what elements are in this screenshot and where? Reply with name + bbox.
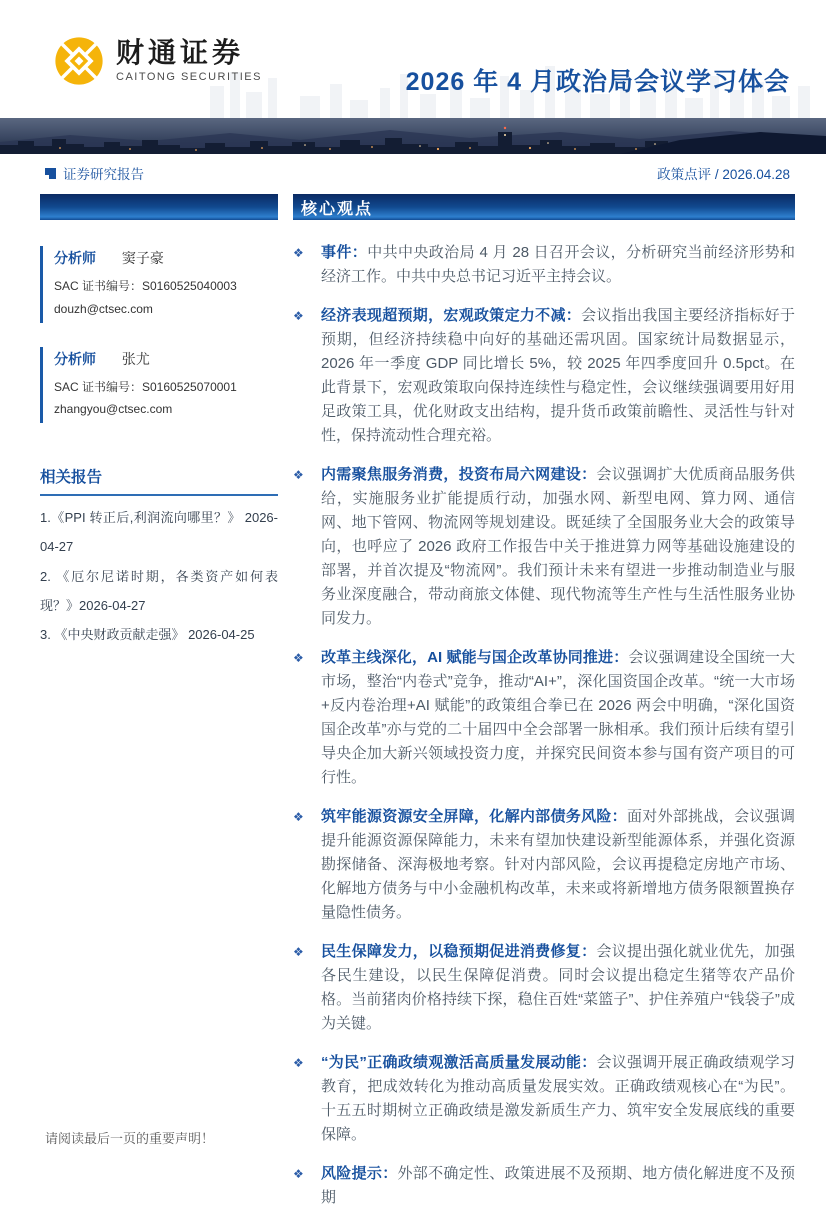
company-logo	[52, 34, 262, 88]
bullet-lead: 风险提示：	[321, 1165, 398, 1182]
bullet-text	[321, 646, 795, 790]
bullet-text	[321, 304, 795, 448]
category-and-date: 政策点评 / 2026.04.28	[657, 167, 790, 182]
bullet-text	[321, 241, 795, 289]
related-report-link[interactable]: 1.《PPI 转正后,利润流向哪里？》 2026-04-27	[40, 510, 278, 555]
bullet-text	[321, 1162, 795, 1210]
bullet-body: 会议提出强化就业优先，加强各民生建设，以民生保障促消费。同时会议提出稳定生猪等农产品价格。当前猪肉价格持续下探，稳住百姓“菜篮子”、护住养殖户“钱袋子”成为关键。	[321, 943, 795, 1032]
logo-name-en: CAITONG SECURITIES	[116, 70, 262, 83]
analyst-role-label: 分析师	[54, 350, 96, 367]
analyst-role-label: 分析师	[54, 250, 96, 266]
footer-disclaimer: 请阅读最后一页的重要声明！	[45, 1131, 215, 1146]
bullet-text	[321, 463, 795, 631]
bullet-lead: 事件：	[321, 244, 368, 261]
report-title: 2026 年 4 月政治局会议学习体会	[405, 68, 790, 96]
bullet-item	[293, 1162, 795, 1210]
bullet-body: 面对外部挑战，会议强调提升能源资源保障能力，未来有望加快建设新型能源体系，并强化资源勘探储备、深海极地考察。针对内部风险，会议再提稳定房地产市场、化解地方债务与中小金融机构改革，未来或将新增地方债务限额置换存量隐性债务。	[321, 808, 795, 921]
report-type	[45, 163, 144, 183]
analyst-title-row	[54, 349, 278, 369]
analyst-sac-number: SAC 证书编号：S0160525070001	[54, 379, 237, 394]
sidebar	[40, 194, 278, 649]
bullet-item	[293, 940, 795, 1036]
header	[0, 0, 826, 118]
content-columns	[0, 194, 826, 1210]
bullet-item	[293, 241, 795, 289]
bullet-body: 会议指出我国主要经济指标好于预期，但经济持续稳中向好的基础还需巩固。国家统计局数据显示，2026 年一季度 GDP 同比增长 5%，较 2025 年四季度回升 0.5pct。在此背景下，宏观政策取向保持连续性与稳定性，会议继续强调要用好用足政策工具，优化财政支出结构，提升货币政策前瞻性、灵活性与针对性，保持流动性合理充裕。	[321, 307, 795, 444]
bullet-body: 外部不确定性、政策进展不及预期、地方债化解进度不及预期	[321, 1165, 795, 1206]
meta-row	[0, 154, 826, 190]
bullet-lead: 内需聚焦服务消费，投资布局六网建设：	[321, 466, 597, 483]
bullet-body: 中共中央政治局 4 月 28 日召开会议，分析研究当前经济形势和经济工作。中共中央总书记习近平主持会议。	[321, 244, 795, 285]
analyst-name: 窦子豪	[121, 250, 164, 266]
diamond-bullet-icon: ❖	[293, 651, 304, 665]
analyst-block	[40, 347, 278, 424]
bullet-text	[321, 805, 795, 925]
logo-name-cn: 财通证券	[116, 38, 245, 70]
analyst-email-link[interactable]: zhangyou@ctsec.com	[54, 402, 173, 417]
bullet-item	[293, 304, 795, 448]
diamond-bullet-icon: ❖	[293, 468, 304, 482]
bullet-item	[293, 1051, 795, 1147]
analyst-email-link[interactable]: douzh@ctsec.com	[54, 301, 153, 316]
logo-text	[116, 39, 262, 82]
related-reports-section	[40, 465, 278, 649]
analyst-title-row	[54, 248, 278, 268]
section-title: 核心观点	[301, 200, 374, 218]
bullet-lead: 民生保障发力，以稳预期促进消费修复：	[321, 943, 597, 960]
bullet-text	[321, 940, 795, 1036]
analyst-block	[40, 246, 278, 323]
bullet-body: 会议强调建设全国统一大市场，整治“内卷式”竞争，推动“AI+”，深化国资国企改革。“统一大市场+反内卷治理+AI 赋能”的政策组合拳已在 2026 两会中明确，“深化国资国企改革”亦与党的二十届四中全会部署一脉相承。我们预计后续有望引导央企加大新兴领域投资力度，并探究民间资本参与国有资产项目的可行性。	[321, 649, 795, 786]
analysts	[40, 246, 278, 423]
analyst-sac-number: SAC 证书编号：S0160525040003	[54, 279, 237, 293]
bullet-body: 会议强调扩大优质商品服务供给，实施服务业扩能提质行动，加强水网、新型电网、算力网、通信网、地下管网、物流网等规划建设。既延续了全国服务业大会的政策导向，也呼应了 2026 政府工作报告中关于推进算力网等基础设施建设的部署，并首次提及“物流网”。我们预计未来有望进一步推动制造业与服务业深度融合，带动商旅文体健、现代物流等生产性与生活性服务业协同发力。	[321, 466, 795, 627]
bullet-lead: “为民”正确政绩观激活高质量发展动能：	[321, 1054, 597, 1071]
bullet-lead: 筑牢能源资源安全屏障，化解内部债务风险：	[321, 808, 627, 825]
diamond-bullet-icon: ❖	[293, 1167, 304, 1181]
related-reports-list	[40, 503, 278, 649]
bullet-item	[293, 463, 795, 631]
bullet-item	[293, 805, 795, 925]
diamond-bullet-icon: ❖	[293, 309, 304, 323]
bullet-item	[293, 646, 795, 790]
bullet-list	[293, 241, 795, 1210]
diamond-bullet-icon: ❖	[293, 1056, 304, 1070]
related-report-link[interactable]: 2. 《厄尔尼诺时期，各类资产如何表现？》2026-04-27	[40, 568, 278, 613]
sidebar-header-bar	[40, 194, 278, 220]
document-icon	[45, 168, 56, 179]
city-banner-image	[0, 118, 826, 154]
bullet-text	[321, 1051, 795, 1147]
related-reports-heading: 相关报告	[40, 465, 278, 496]
diamond-bullet-icon: ❖	[293, 810, 304, 824]
caitong-coin-logo-icon	[52, 34, 106, 88]
main-content	[293, 194, 795, 1210]
bullet-lead: 改革主线深化，AI 赋能与国企改革协同推进：	[321, 649, 629, 666]
diamond-bullet-icon: ❖	[293, 945, 304, 959]
report-type-label: 证券研究报告	[63, 167, 144, 182]
section-header-bar	[293, 194, 795, 220]
bullet-body: 会议强调开展正确政绩观学习教育，把成效转化为推动高质量发展实效。正确政绩观核心在“为民”。十五五时期树立正确政绩是激发新质生产力、筑牢安全发展底线的重要保障。	[321, 1054, 795, 1143]
analyst-name: 张尤	[121, 350, 150, 367]
diamond-bullet-icon: ❖	[293, 246, 304, 260]
bullet-lead: 经济表现超预期，宏观政策定力不减：	[321, 307, 582, 324]
related-report-link[interactable]: 3. 《中央财政贡献走强》 2026-04-25	[40, 627, 255, 643]
